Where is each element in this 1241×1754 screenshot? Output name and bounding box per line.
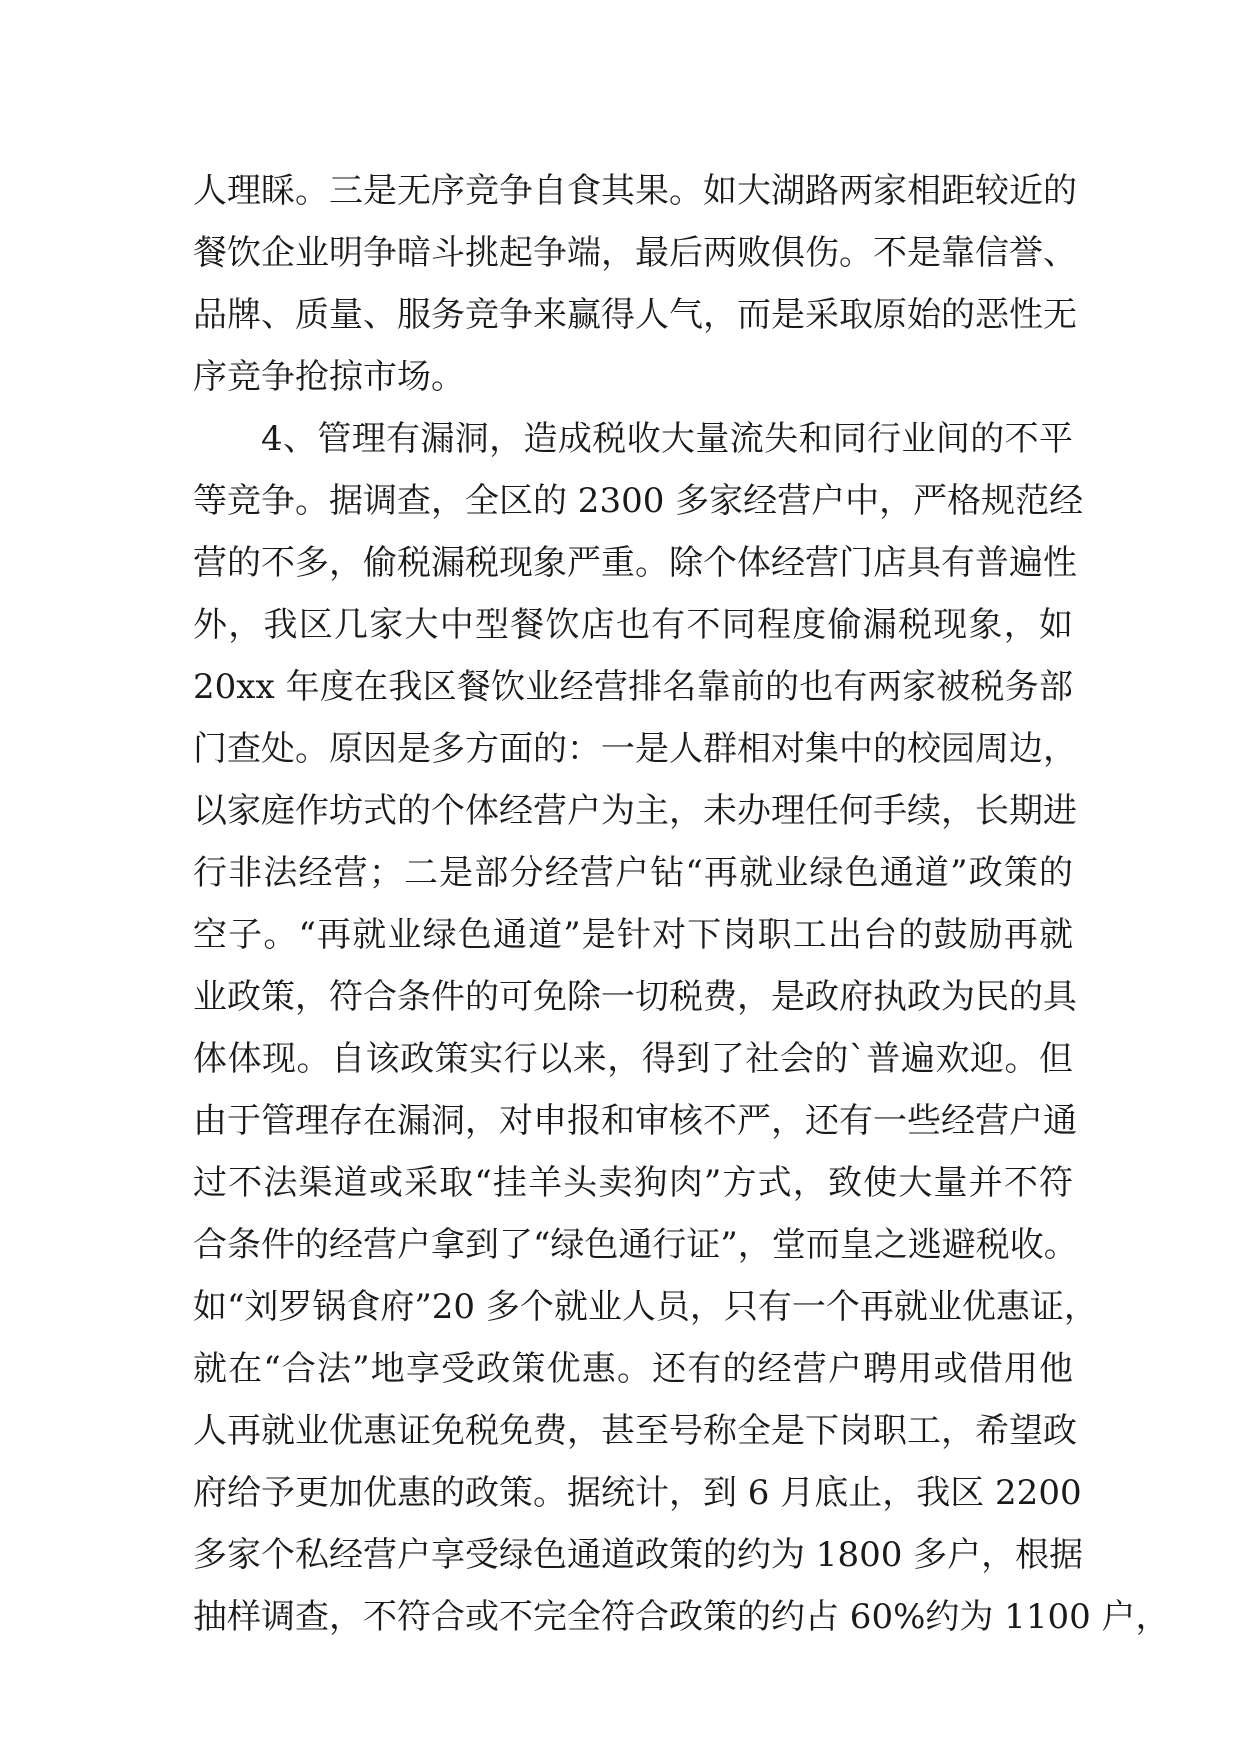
text-line: 以家庭作坊式的个体经营户为主，未办理任何手续，长期进 [193,791,1077,831]
body-text [193,160,1170,1648]
text-line: 人理睬。三是无序竞争自食其果。如大湖路两家相距较近的 [193,171,1077,211]
text-line: 多家个私经营户享受绿色通道政策的约为 1800 多户，根据 [193,1535,1084,1575]
text-line: 品牌、质量、服务竞争来赢得人气，而是采取原始的恶性无 [193,295,1077,335]
text-line: 过不法渠道或采取“挂羊头卖狗肉”方式，致使大量并不符 [193,1163,1073,1203]
text-line: 就在“合法”地享受政策优惠。还有的经营户聘用或借用他 [193,1349,1073,1389]
text-line: 等竞争。据调查，全区的 2300 多家经营户中，严格规范经 [193,481,1084,521]
text-line: 由于管理存在漏洞，对申报和审核不严，还有一些经营户通 [193,1101,1077,1141]
paragraph-first-line: 4、管理有漏洞，造成税收大量流失和同行业间的不平 [261,419,1073,459]
text-line: 府给予更加优惠的政策。据统计，到 6 月底止，我区 2200 [193,1473,1082,1513]
text-line: 序竞争抢掠市场。 [193,357,465,397]
text-line: 行非法经营；二是部分经营户钻“再就业绿色通道”政策的 [193,853,1073,893]
text-line: 抽样调查，不符合或不完全符合政策的约占 60%约为 1100 户， [193,1597,1170,1637]
text-line: 如“刘罗锅食府”20 多个就业人员，只有一个再就业优惠证， [193,1287,1098,1327]
text-line: 合条件的经营户拿到了“绿色通行证”，堂而皇之逃避税收。 [193,1225,1078,1265]
text-line: 空子。“再就业绿色通道”是针对下岗职工出台的鼓励再就 [193,915,1073,955]
text-line: 外，我区几家大中型餐饮店也有不同程度偷漏税现象，如 [193,605,1073,645]
text-line: 体体现。自该政策实行以来，得到了社会的`普遍欢迎。但 [193,1039,1073,1079]
text-line: 20xx 年度在我区餐饮业经营排名靠前的也有两家被税务部 [193,667,1073,707]
text-line: 餐饮企业明争暗斗挑起争端，最后两败俱伤。不是靠信誉、 [193,233,1077,273]
text-line: 门查处。原因是多方面的：一是人群相对集中的校园周边， [193,729,1077,769]
text-line: 业政策，符合条件的可免除一切税费，是政府执政为民的具 [193,977,1077,1017]
text-line: 营的不多，偷税漏税现象严重。除个体经营门店具有普遍性 [193,543,1077,583]
text-line: 人再就业优惠证免税免费，甚至号称全是下岗职工，希望政 [193,1411,1077,1451]
